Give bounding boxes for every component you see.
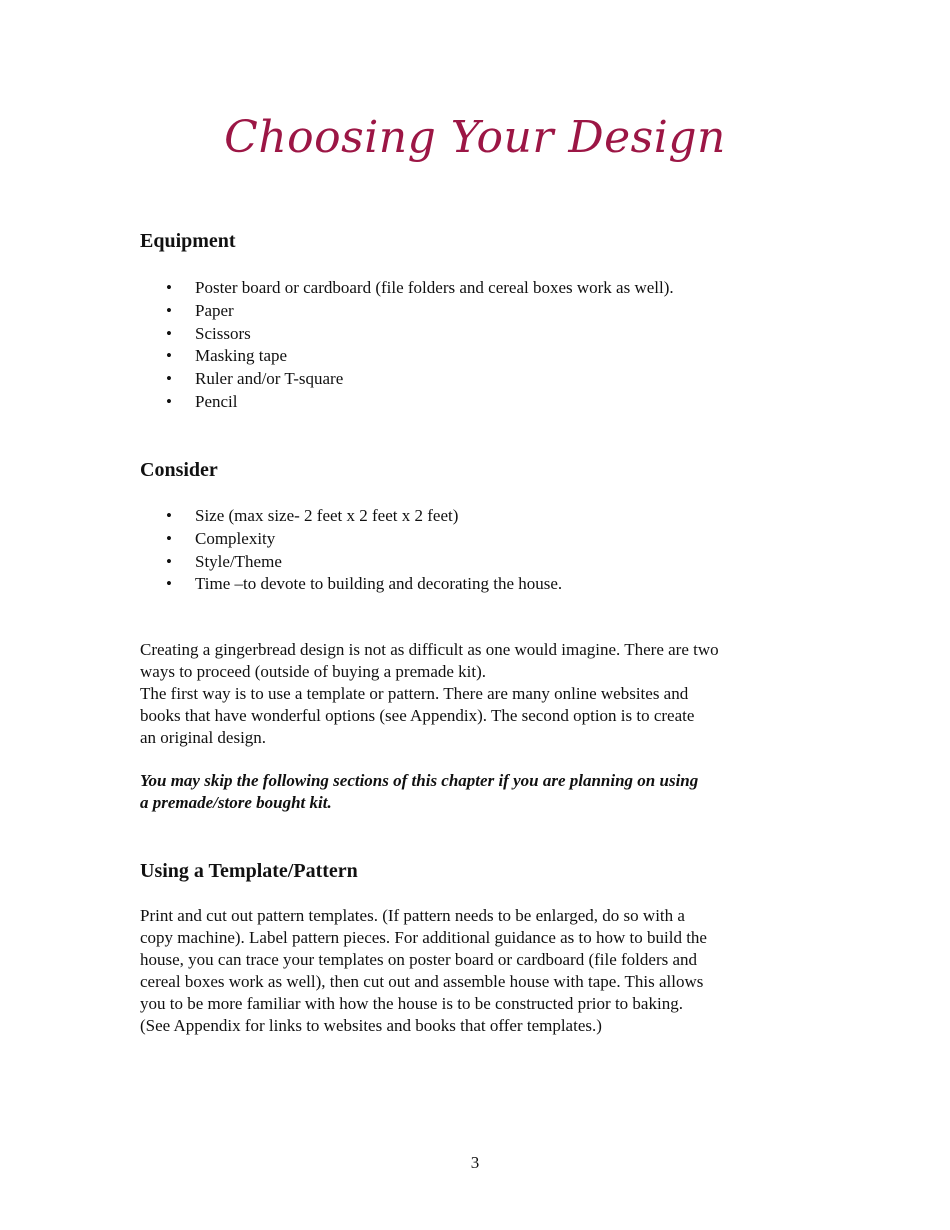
equipment-heading: Equipment [140, 230, 236, 252]
list-item: • Size (max size- 2 feet x 2 feet x 2 feet) [166, 505, 562, 528]
page-title: Choosing Your Design [224, 112, 726, 163]
list-item: • Poster board or cardboard (file folders and cereal boxes work as well). [166, 277, 674, 300]
list-item: • Pencil [166, 391, 674, 414]
bullet-icon: • [166, 300, 172, 320]
bullet-icon: • [166, 574, 172, 594]
template-paragraph: Print and cut out pattern templates. (If pattern needs to be enlarged, do so with a copy machine). Label pattern pieces. For additional guidance as to how to build the house, you can trace your templates on poster board or cardboard (file folders and cereal boxes work as well), then cut out and assemble house with tape. This allows you to be more familiar with how the house is to be constructed prior to baking. (See Appendix for links to websites and books that offer templates.) [140, 906, 707, 1035]
skip-note: You may skip the following sections of this chapter if you are planning on using a premade/store bought kit. [140, 771, 699, 812]
list-item: • Scissors [166, 323, 674, 346]
list-item: • Style/Theme [166, 551, 562, 574]
bullet-icon: • [166, 551, 172, 571]
equipment-list [166, 277, 674, 414]
page-number: 3 [470, 1153, 480, 1172]
intro-paragraph: Creating a gingerbread design is not as difficult as one would imagine. There are two ways to proceed (outside of buying a premade kit). The first way is to use a template or pattern. There are many online websites and books that have wonderful options (see Appendix). The second option is to create an original design. [140, 640, 719, 747]
bullet-icon: • [166, 369, 172, 389]
bullet-icon: • [166, 323, 172, 343]
list-item: • Paper [166, 300, 674, 323]
list-item: • Masking tape [166, 345, 674, 368]
template-heading: Using a Template/Pattern [140, 860, 358, 882]
bullet-icon: • [166, 391, 172, 411]
list-item: • Complexity [166, 528, 562, 551]
bullet-icon: • [166, 506, 172, 525]
bullet-icon: • [166, 346, 172, 366]
bullet-icon: • [166, 528, 172, 548]
consider-list [166, 505, 562, 596]
list-item: • Time –to devote to building and decorating the house. [166, 573, 562, 596]
list-item: • Ruler and/or T-square [166, 368, 674, 391]
consider-heading: Consider [140, 459, 218, 481]
bullet-icon: • [166, 278, 172, 297]
